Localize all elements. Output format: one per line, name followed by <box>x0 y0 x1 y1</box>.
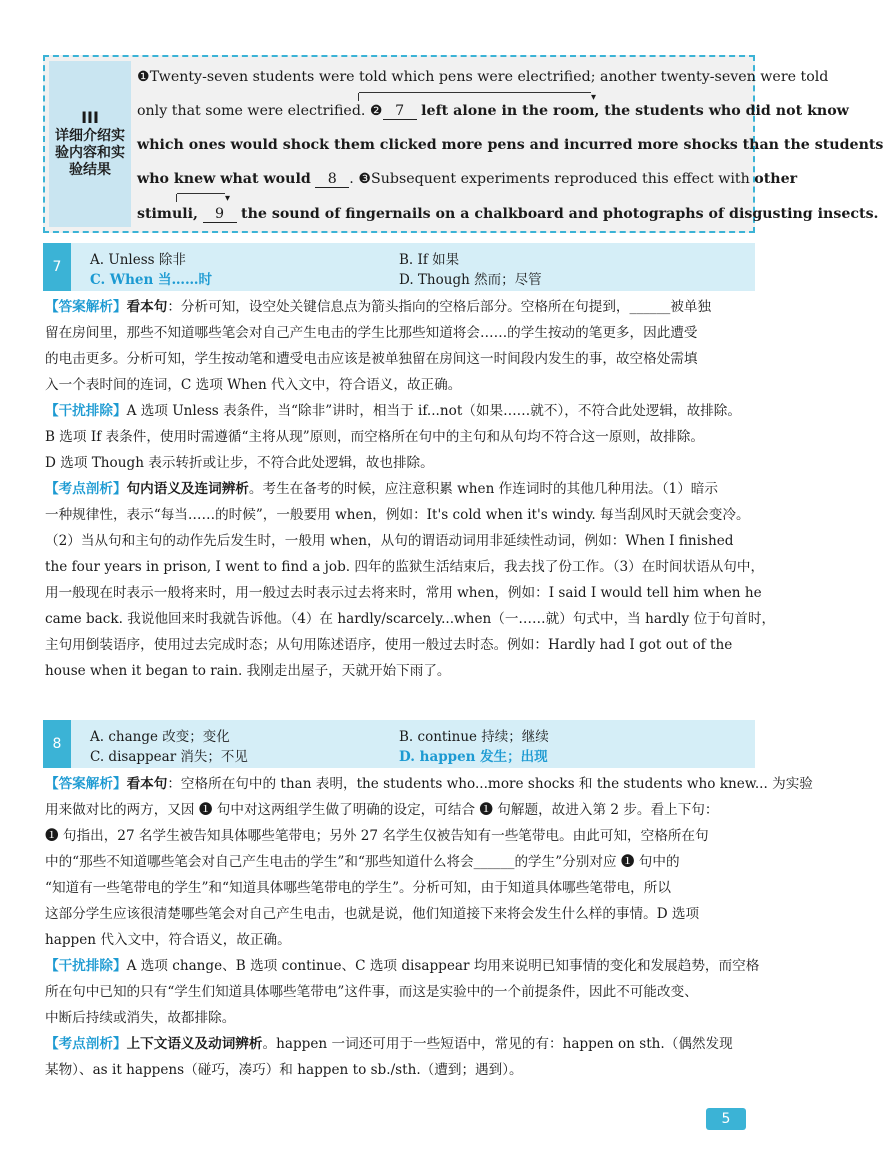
passage-text-run: the sound of fingernails on a chalkboard and photographs of disgusting insects. <box>241 206 879 222</box>
interference-tag: 【干扰排除】 <box>45 958 127 974</box>
passage-text-run: left alone in the room, the students who did not know <box>421 103 849 119</box>
passage-text-run: only that some were electrified. ❷ <box>137 103 383 119</box>
text-line: 某物）、as it happens（碰巧，凑巧）和 happen to sb./sth.（遭到；遇到）。 <box>45 1062 523 1078</box>
text-line: house when it began to rain. 我刚走出屋子，天就开始下雨了。 <box>45 663 451 679</box>
blank-8: 8 <box>315 171 349 188</box>
arrow-to-blank-9 <box>177 193 225 202</box>
blank-9: 9 <box>203 206 237 223</box>
section-label-line: 详细介绍实 <box>55 128 125 144</box>
text-line: B 选项 If 表条件，使用时需遵循“主将从现”原则，而空格所在句中的主句和从句均不符合这一原则，故排除。 <box>45 429 704 445</box>
text-run: A 选项 change、B 选项 continue、C 选项 disappear 均用来说明已知事情的变化和发展趋势，而空格 <box>126 958 760 974</box>
text-run: ：分析可知，设空处关键信息点为箭头指向的空格后部分。空格所在句提到，______被单独 <box>167 299 712 315</box>
text-line: the four years in prison, I went to find a job. 四年的监狱生活结束后，我去找了份工作。（3）在时间状语从句中， <box>45 559 765 575</box>
text-line: came back. 我说他回来时我就告诉他。（4）在 hardly/scarcely...when（一……就）句式中，当 hardly 位于句首时， <box>45 611 776 627</box>
text-line <box>45 953 760 979</box>
option-d-correct: D. happen 发生；出现 <box>399 749 548 765</box>
question-7-options <box>43 243 755 291</box>
section-label-line: 验结果 <box>69 162 111 178</box>
answer-analysis-tag: 【答案解析】 <box>45 299 127 315</box>
question-number: 7 <box>43 243 71 291</box>
key-point-tag: 【考点剖析】 <box>45 1036 127 1052</box>
passage-line <box>137 103 849 120</box>
question-number: 8 <box>43 720 71 768</box>
passage-text-run: who knew what would <box>137 171 311 187</box>
bold-lead: 看本句 <box>126 776 168 792</box>
text-run: 。happen 一词还可用于一些短语中，常见的有：happen on sth.（偶然发现 <box>262 1036 733 1052</box>
text-line <box>45 294 757 320</box>
bold-lead: 看本句 <box>126 299 168 315</box>
text-line: 这部分学生应该很清楚哪些笔会对自己产生电击，也就是说，他们知道接下来将会发生什么样的事情。D 选项 <box>45 906 700 922</box>
passage-line: which ones would shock them clicked more pens and incurred more shocks than the students <box>137 137 883 153</box>
interference-tag: 【干扰排除】 <box>45 403 127 419</box>
option-b: B. If 如果 <box>399 252 460 268</box>
text-line: D 选项 Though 表示转折或让步，不符合此处逻辑，故也排除。 <box>45 455 434 471</box>
text-line: 留在房间里，那些不知道哪些笔会对自己产生电击的学生比那些知道将会……的学生按动的笔更多，因此遭受 <box>45 325 698 341</box>
question-8-options <box>43 720 755 768</box>
bold-lead: 句内语义及连词辨析 <box>126 481 249 497</box>
question-7-explanation <box>45 294 776 684</box>
text-line: 用一般现在时表示一般将来时，用一般过去时表示过去将来时，常用 when，例如：I said I would tell him when he <box>45 585 762 601</box>
option-b: B. continue 持续；继续 <box>399 729 549 745</box>
text-line: （2）当从句和主句的动作先后发生时，一般用 when，从句的谓语动词用非延续性动词，例如：When I finished <box>45 533 734 549</box>
option-a: A. change 改变；变化 <box>90 729 230 745</box>
answer-analysis-tag: 【答案解析】 <box>45 776 127 792</box>
option-c: C. disappear 消失；不见 <box>90 749 248 765</box>
text-line: 一种规律性，表示“每当……的时候”，一般要用 when，例如：It's cold when it's windy. 每当刮风时天就会变冷。 <box>45 507 750 523</box>
text-line <box>45 398 757 424</box>
text-line: 所在句中已知的只有“学生们知道具体哪些笔带电”这件事，而这是实验中的一个前提条件，因此不可能改变、 <box>45 984 698 1000</box>
text-line <box>45 1031 757 1057</box>
question-8-explanation <box>45 771 813 1083</box>
text-line: 中的“那些不知道哪些笔会对自己产生电击的学生”和“那些知道什么将会______的学生”分别对应 ❶ 句中的 <box>45 854 680 870</box>
passage-text-run: other <box>754 171 798 187</box>
passage-box <box>43 55 883 233</box>
passage-line <box>137 206 879 223</box>
section-label-line: 验内容和实 <box>55 145 125 161</box>
bold-lead: 上下文语义及动词辨析 <box>126 1036 263 1052</box>
text-line: 的电击更多。分析可知，学生按动笔和遭受电击应该是被单独留在房间这一时间段内发生的事，故空格处需填 <box>45 351 698 367</box>
text-line <box>45 771 813 797</box>
passage-text-run: stimuli, <box>137 206 198 222</box>
text-line: 入一个表时间的连词，C 选项 When 代入文中，符合语义，故正确。 <box>45 377 462 393</box>
option-a: A. Unless 除非 <box>90 252 186 268</box>
text-line <box>45 476 757 502</box>
passage-line: ❶Twenty-seven students were told which pens were electrified; another twenty-seven were told <box>137 69 829 85</box>
text-line: “知道有一些笔带电的学生”和“知道具体哪些笔带电的学生”。分析可知，由于知道具体哪些笔带电，所以 <box>45 880 671 896</box>
arrow-to-blank-7 <box>359 92 591 101</box>
option-c-correct: C. When 当……时 <box>90 272 212 288</box>
option-d: D. Though 然而；尽管 <box>399 272 542 288</box>
text-line: 用来做对比的两方，又因 ❶ 句中对这两组学生做了明确的设定，可结合 ❶ 句解题，故进入第 2 步。看上下句： <box>45 802 719 818</box>
text-line: ❶ 句指出，27 名学生被告知具体哪些笔带电；另外 27 名学生仅被告知有一些笔带电。由此可知，空格所在句 <box>45 828 709 844</box>
text-run: A 选项 Unless 表条件，当“除非”讲时，相当于 if...not（如果……就不），不符合此处逻辑，故排除。 <box>126 403 741 419</box>
text-line: 中断后持续或消失，故都排除。 <box>45 1010 236 1026</box>
passage-text-run: . ❸Subsequent experiments reproduced this effect with <box>349 171 750 187</box>
text-run: ：空格所在句中的 than 表明，the students who...more shocks 和 the students who knew... 为实验 <box>167 776 813 792</box>
key-point-tag: 【考点剖析】 <box>45 481 127 497</box>
passage-line <box>137 171 797 188</box>
text-line: happen 代入文中，符合语义，故正确。 <box>45 932 291 948</box>
blank-7: 7 <box>383 103 417 120</box>
section-number: III <box>81 108 99 127</box>
text-run: 。考生在备考的时候，应注意积累 when 作连词时的其他几种用法。（1）暗示 <box>248 481 718 497</box>
section-label <box>49 61 131 227</box>
page-number: 5 <box>706 1108 746 1130</box>
text-line: 主句用倒装语序，使用过去完成时态；从句用陈述语序，使用一般过去时态。例如：Hardly had I got out of the <box>45 637 733 653</box>
